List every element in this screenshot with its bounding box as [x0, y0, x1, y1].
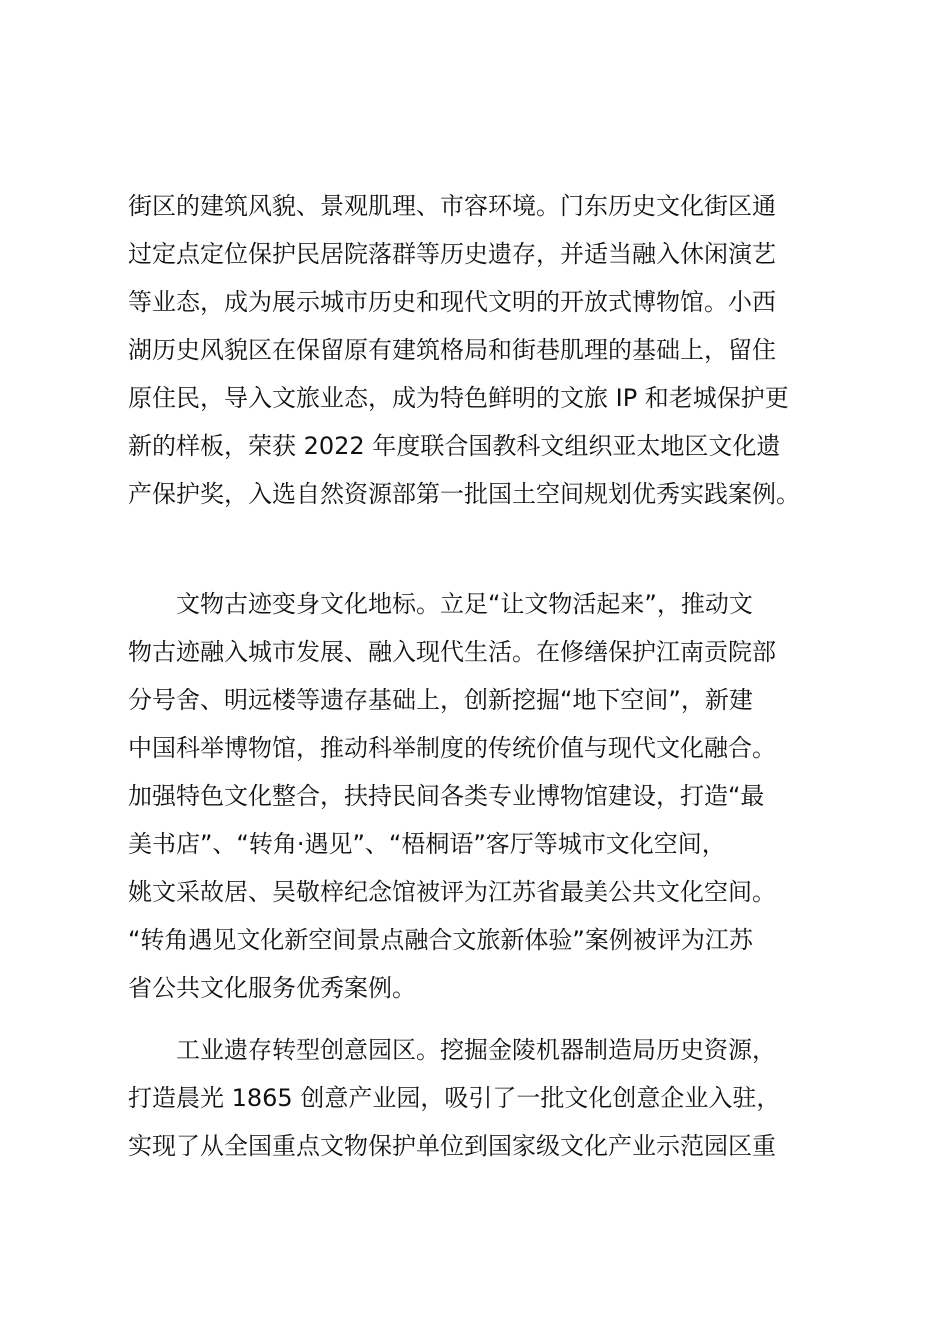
text-line: 打造晨光 1865 创意产业园，吸引了一批文化创意企业入驻，: [128, 1084, 781, 1112]
text-line: 中国科举博物馆，推动科举制度的传统价值与现代文化融合。: [128, 734, 776, 762]
text-line: 新的样板，荣获 2022 年度联合国教科文组织亚太地区文化遗: [128, 432, 781, 460]
text-line: 美书店”、“转角·遇见”、“梧桐语”客厅等城市文化空间，: [128, 830, 726, 858]
text-line: 实现了从全国重点文物保护单位到国家级文化产业示范园区重: [128, 1132, 776, 1160]
text-line: 分号舍、明远楼等遗存基础上，创新挖掘“地下空间”，新建: [128, 686, 753, 714]
text-line: 姚文采故居、吴敬梓纪念馆被评为江苏省最美公共文化空间。: [128, 878, 776, 906]
text-line: 过定点定位保护民居院落群等历史遗存，并适当融入休闲演艺: [128, 240, 776, 268]
paragraph-1: [128, 182, 848, 518]
text-line: 文物古迹变身文化地标。立足“让文物活起来”，推动文: [128, 590, 753, 618]
text-line: 加强特色文化整合，扶持民间各类专业博物馆建设，打造“最: [128, 782, 765, 810]
paragraph-3: [128, 1026, 848, 1170]
text-line: 产保护奖，入选自然资源部第一批国土空间规划优秀实践案例。: [128, 480, 800, 508]
text-line: 湖历史风貌区在保留原有建筑格局和街巷肌理的基础上，留住: [128, 336, 776, 364]
paragraph-2: [128, 580, 848, 1012]
text-line: “转角遇见文化新空间景点融合文旅新体验”案例被评为江苏: [128, 926, 753, 954]
text-line: 省公共文化服务优秀案例。: [128, 974, 416, 1002]
text-line: 街区的建筑风貌、景观肌理、市容环境。门东历史文化街区通: [128, 192, 776, 220]
text-line: 工业遗存转型创意园区。挖掘金陵机器制造局历史资源，: [128, 1036, 776, 1064]
text-line: 等业态，成为展示城市历史和现代文明的开放式博物馆。小西: [128, 288, 776, 316]
text-line: 物古迹融入城市发展、融入现代生活。在修缮保护江南贡院部: [128, 638, 776, 666]
text-line: 原住民，导入文旅业态，成为特色鲜明的文旅 IP 和老城保护更: [128, 384, 789, 412]
